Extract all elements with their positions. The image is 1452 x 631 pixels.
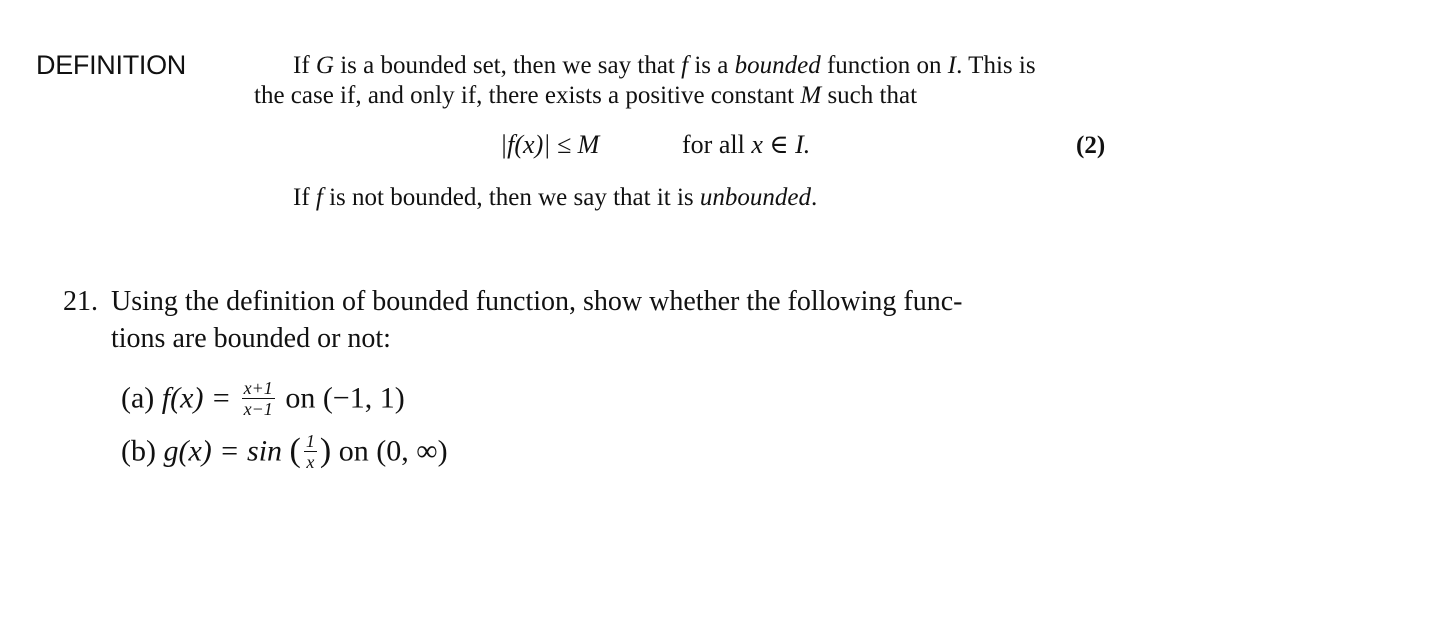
- text: on: [331, 434, 377, 468]
- text: such that: [821, 82, 918, 109]
- item-label: (a): [121, 381, 155, 415]
- math-G: G: [315, 52, 334, 79]
- equation-lhs: [500, 130, 599, 160]
- text: . This is: [956, 52, 1036, 79]
- text: is a: [688, 52, 735, 79]
- math-I: I: [947, 52, 957, 79]
- text: for all: [682, 130, 752, 159]
- text: on: [277, 381, 323, 415]
- equation-lhs-math: |f(x)| ≤ M: [500, 130, 600, 159]
- item-interval: (0, ∞): [376, 434, 448, 468]
- problem-number: 21.: [63, 286, 98, 317]
- math-f: f: [681, 52, 689, 79]
- fraction: [242, 379, 275, 418]
- text: is a bounded set, then we say that: [333, 52, 682, 79]
- text: the case if, and only if, there exists a positive constant: [254, 82, 801, 109]
- problem-item-b: [121, 431, 448, 473]
- fraction-denominator: x−1: [243, 399, 273, 419]
- problem-item-a: [121, 378, 405, 420]
- item-function: f(x) =: [161, 381, 239, 415]
- problem-text-line-2: tions are bounded or not:: [111, 323, 391, 354]
- equation-number: (2): [1076, 132, 1106, 159]
- fraction-numerator: 1: [305, 431, 315, 451]
- fraction-denominator: x: [306, 452, 315, 472]
- emphasis-bounded: bounded: [734, 52, 821, 79]
- emphasis-unbounded: unbounded: [699, 184, 812, 211]
- item-interval: (−1, 1): [322, 381, 405, 415]
- text: If: [293, 184, 316, 211]
- definition-line-3: [293, 184, 817, 212]
- text: function on: [820, 52, 948, 79]
- definition-label: DEFINITION: [36, 50, 186, 80]
- paren-close: ): [319, 431, 332, 469]
- equation-rhs-math: x ∈ I.: [751, 130, 811, 159]
- item-label: (b): [121, 434, 156, 468]
- equation-rhs: [682, 130, 810, 160]
- fraction-numerator: x+1: [243, 378, 273, 398]
- definition-line-2: [254, 82, 917, 110]
- math-f: f: [315, 184, 323, 211]
- definition-line-1: [293, 52, 1036, 80]
- math-M: M: [800, 82, 822, 109]
- text: is not bounded, then we say that it is: [322, 184, 700, 211]
- text: If: [293, 52, 316, 79]
- fraction: [304, 432, 317, 471]
- text: .: [811, 184, 818, 211]
- item-function: g(x) = sin: [163, 434, 290, 468]
- paren-open: (: [289, 431, 301, 469]
- problem-text-line-1: Using the definition of bounded function, show whether the following func-: [111, 286, 963, 317]
